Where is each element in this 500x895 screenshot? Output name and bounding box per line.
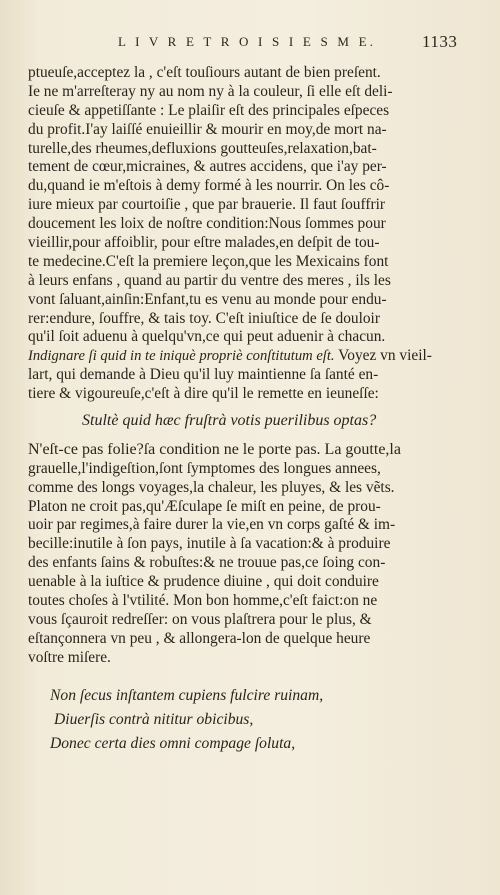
text-line: eſtançonnera vn peu , & allongera-lon de quelque heure [28, 629, 371, 647]
text-line: vont ſaluant,ainſin:Enfant,tu es venu au monde pour endu- [28, 290, 387, 308]
text-line: lart, qui demande à Dieu qu'il luy maintienne ſa ſanté en- [28, 366, 379, 384]
text-line: uenable à la iuſtice & prudence diuine , qui doit conduire [28, 573, 379, 591]
text-line: becille:inutile à ſon pays, inutile à ſa vacation:& à produire [28, 535, 391, 553]
page-header [0, 34, 500, 62]
latin-quote: Stultè quid hæc fruſtrà votis puerilibus optas? [82, 412, 377, 430]
text-line: à leurs enfans , quand au partir du ventre des meres , ils les [28, 271, 391, 289]
text-line: ptueuſe,acceptez la , c'eſt touſiours autant de bien preſent. [28, 64, 381, 81]
text-line: uoir par regimes,à faire durer la vie,en vn corps gaſté & im- [28, 516, 396, 534]
latin-verse [28, 684, 464, 756]
text-line: rer:endure, ſouffre, & tais toy. C'eſt iniuſtice de ſe douloir [28, 309, 380, 327]
page-number: 1133 [422, 32, 458, 51]
text-line: cieuſe & appetiſſante : Le plaiſir eſt des principales eſpeces [28, 101, 390, 119]
verse-line: Donec certa dies omni compage ſoluta, [50, 734, 296, 752]
text-line: tement de cœur,micraines, & autres accidens, que i'ay per- [28, 158, 387, 176]
text-line: grauelle,l'indigeſtion,ſont ſymptomes des longues annees, [28, 459, 381, 477]
text-line: voſtre miſere. [28, 648, 111, 666]
text-line: toutes choſes à l'vtilité. Mon bon homme,c'eſt faict:on ne [28, 592, 378, 610]
text-line: vieillir,pour affoiblir, pour eſtre malades,en deſpit de tou- [28, 234, 380, 252]
text-line: qu'il ſoit aduenu à quelqu'vn,ce qui peut aduenir à chacun. [28, 328, 386, 346]
text-line: turelle,des rheumes,defluxions goutteuſes,relaxation,bat- [28, 139, 377, 157]
text-line: iure mieux par courtoiſie , que par brauerie. Il faut ſouffrir [28, 196, 385, 214]
text-line-with-latin [28, 347, 464, 366]
text-line: doucement les loix de noſtre condition:Nous ſommes pour [28, 215, 386, 233]
running-head: L I V R E T R O I S I E S M E. [118, 34, 377, 49]
text-line: comme des longs voyages,la chaleur, les pluyes, & les vẽts. [28, 478, 395, 496]
text-line: N'eſt-ce pas folie?ſa condition ne le porte pas. La goutte,la [28, 440, 401, 458]
text-line: te medecine.C'eſt la premiere leçon,que les Mexicains font [28, 252, 389, 270]
verse-line: Non ſecus inſtantem cupiens fulcire ruinam, [50, 686, 324, 704]
paragraph-2 [28, 441, 464, 668]
text-line: du,quand ie m'eſtois à demy formé à les nourrir. On les cô- [28, 177, 390, 195]
text-continuation: Voyez vn vieil- [334, 347, 432, 365]
text-line: Ie ne m'arreſteray ny au nom ny à la couleur, ſi elle eſt deli- [28, 82, 393, 100]
text-line: du profit.I'ay laiſſé enuieillir & mourir en moy,de mort na- [28, 120, 387, 138]
text-line: tiere & vigoureuſe,c'eſt à dire qu'il le remette en ieuneſſe: [28, 385, 379, 403]
text-line: vous ſçauroit redreſſer: on vous plaſtrera pour le plus, & [28, 610, 372, 628]
page-text [28, 64, 464, 756]
latin-citation: Indignare ſi quid in te iniquè propriè conſtitutum eſt. [28, 348, 335, 365]
paragraph-1 [28, 64, 464, 404]
text-line: Platon ne croit pas,qu'Æſculape ſe miſt en peine, de prou- [28, 497, 381, 515]
text-line: des enfants ſains & robuſtes:& ne trouue pas,ce ſoing con- [28, 554, 386, 572]
verse-line: Diuerſis contrà nititur obicibus, [54, 710, 254, 728]
